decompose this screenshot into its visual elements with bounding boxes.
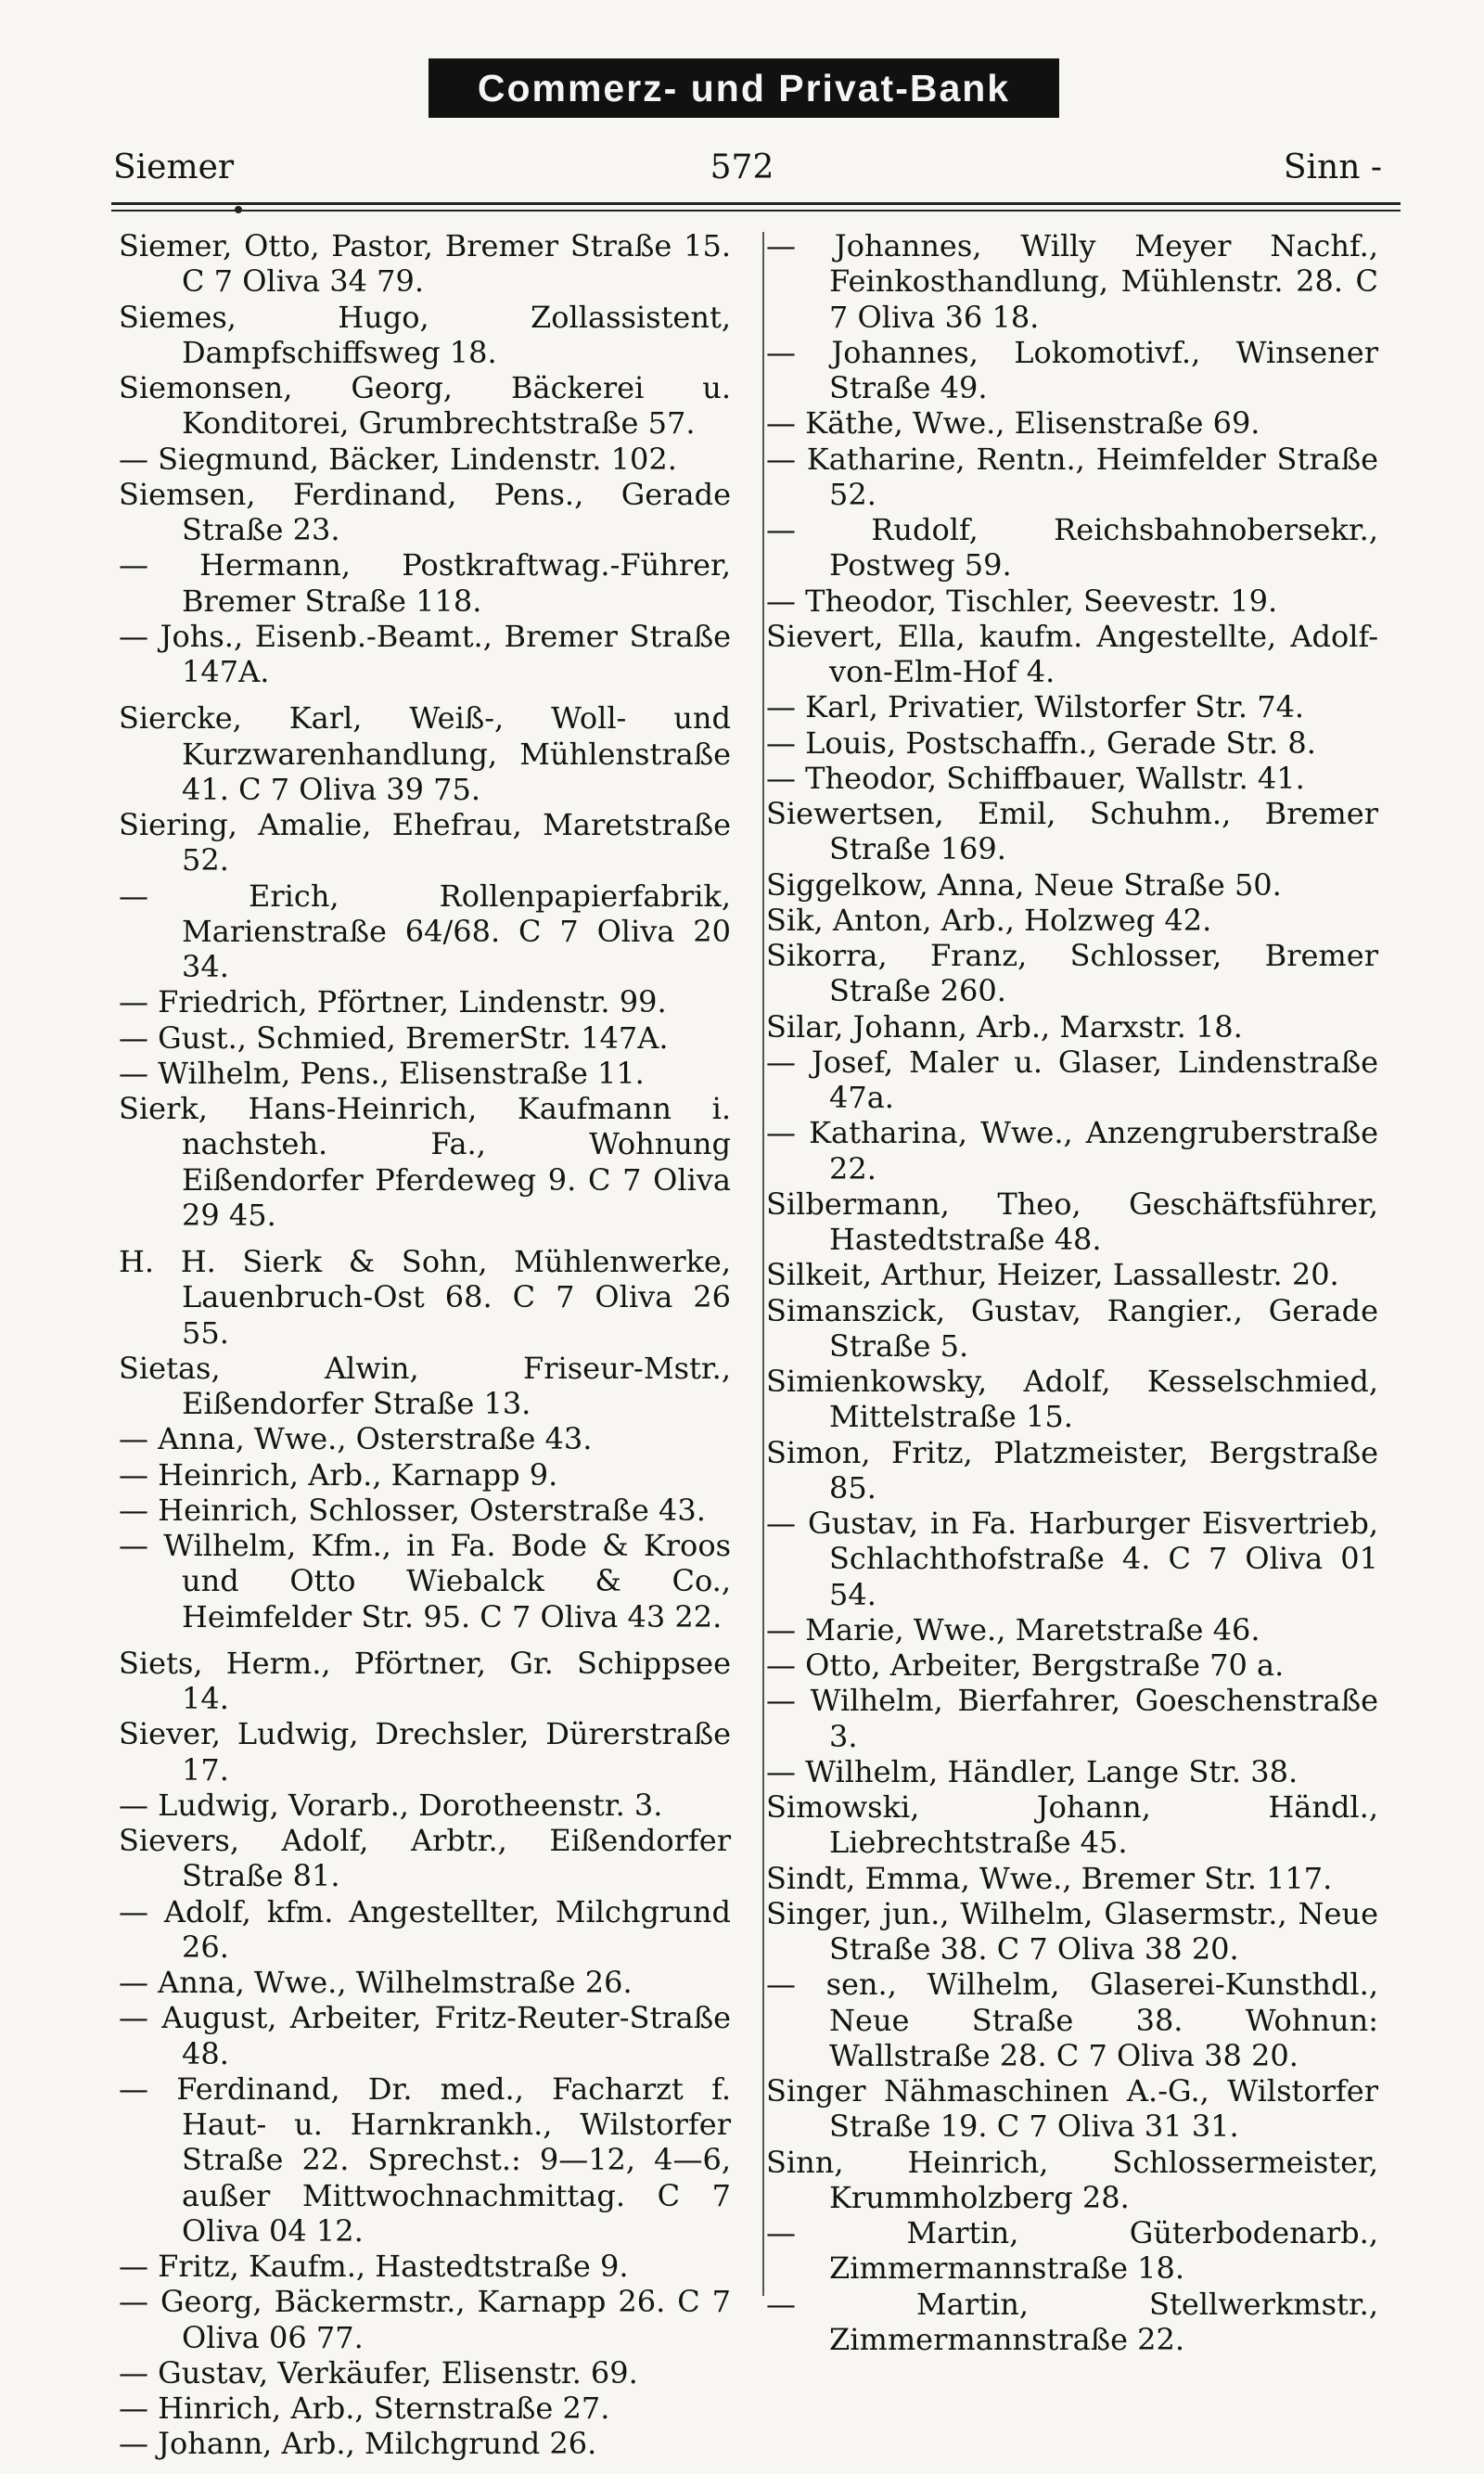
directory-entry: — Gustav, in Fa. Harburger Eisvertrieb, Schlachthofstraße 4. C 7 Oliva 01 54. bbox=[766, 1506, 1378, 1612]
directory-entry: — Louis, Postschaffn., Gerade Str. 8. bbox=[766, 724, 1316, 761]
directory-entry: — Gust., Schmied, BremerStr. 147A. bbox=[119, 1019, 669, 1056]
directory-entry: — Ferdinand, Dr. med., Facharzt f. Haut- u. Harnkrankh., Wilstorfer Straße 22. Sprechst.: 9—12, 4—6, außer Mittwochnachmittag. C 7 Oliva 04 12. bbox=[119, 2070, 731, 2249]
directory-entry: — Gustav, Verkäufer, Elisenstr. 69. bbox=[119, 2354, 638, 2391]
directory-entry: Sikorra, Franz, Schlosser, Bremer Straße 260. bbox=[766, 938, 1378, 1009]
directory-entry: Siemes, Hugo, Zollassistent, Dampfschiffsweg 18. bbox=[119, 299, 731, 370]
directory-entry: H. H. Sierk & Sohn, Mühlenwerke, Lauenbruch-Ost 68. C 7 Oliva 26 55. bbox=[119, 1244, 731, 1351]
directory-entry: Singer, jun., Wilhelm, Glasermstr., Neue Straße 38. C 7 Oliva 38 20. bbox=[766, 1895, 1378, 1967]
directory-entry: Siemonsen, Georg, Bäckerei u. Konditorei, Grumbrechtstraße 57. bbox=[119, 370, 731, 442]
directory-entry: — Friedrich, Pförtner, Lindenstr. 99. bbox=[119, 984, 667, 1020]
directory-entry: Silar, Johann, Arb., Marxstr. 18. bbox=[766, 1008, 1243, 1045]
directory-entry: Silbermann, Theo, Geschäftsführer, Hastedtstraße 48. bbox=[766, 1186, 1378, 1257]
directory-entry: Sietas, Alwin, Friseur-Mstr., Eißendorfer Straße 13. bbox=[119, 1350, 731, 1421]
directory-entry: Siering, Amalie, Ehefrau, Maretstraße 52. bbox=[119, 807, 731, 878]
directory-entry: — Otto, Arbeiter, Bergstraße 70 a. bbox=[766, 1647, 1285, 1683]
directory-entry: Sinn, Heinrich, Schlossermeister, Krummholzberg 28. bbox=[766, 2144, 1378, 2215]
directory-entry: Siggelkow, Anna, Neue Straße 50. bbox=[766, 866, 1282, 903]
rule-dot bbox=[235, 206, 242, 213]
directory-entry: — Katharina, Wwe., Anzengruberstraße 22. bbox=[766, 1115, 1378, 1186]
directory-entry: — Johs., Eisenb.-Beamt., Bremer Straße 147A. bbox=[119, 618, 731, 689]
directory-entry: Simienkowsky, Adolf, Kesselschmied, Mittelstraße 15. bbox=[766, 1364, 1378, 1435]
directory-entry: — Heinrich, Schlosser, Osterstraße 43. bbox=[119, 1492, 706, 1528]
running-head-first-entry: Siemer bbox=[113, 148, 235, 186]
directory-entry: — Siegmund, Bäcker, Lindenstr. 102. bbox=[119, 441, 677, 477]
directory-entry: Siemsen, Ferdinand, Pens., Gerade Straße 23. bbox=[119, 476, 731, 547]
directory-entry: — Heinrich, Arb., Karnapp 9. bbox=[119, 1456, 558, 1493]
header-rule bbox=[111, 202, 1401, 205]
directory-entry: — Johannes, Lokomotivf., Winsener Straße 49. bbox=[766, 334, 1378, 405]
directory-column-left bbox=[119, 228, 731, 2462]
directory-entry: — Adolf, kfm. Angestellter, Milchgrund 26. bbox=[119, 1893, 731, 1965]
directory-entry: — Katharine, Rentn., Heimfelder Straße 52. bbox=[766, 441, 1378, 512]
directory-entry: — Martin, Güterbodenarb., Zimmermannstraße 18. bbox=[766, 2215, 1378, 2287]
directory-entry: Siewertsen, Emil, Schuhm., Bremer Straße 169. bbox=[766, 796, 1378, 867]
directory-entry: — August, Arbeiter, Fritz-Reuter-Straße 48. bbox=[119, 2000, 731, 2071]
page-number: 572 bbox=[710, 148, 774, 186]
directory-entry: Sievert, Ella, kaufm. Angestellte, Adolf-von-Elm-Hof 4. bbox=[766, 618, 1378, 689]
directory-entry: — Martin, Stellwerkmstr., Zimmermannstraße 22. bbox=[766, 2286, 1378, 2357]
directory-entry: Siever, Ludwig, Drechsler, Dürerstraße 17. bbox=[119, 1716, 731, 1788]
directory-entry: — Karl, Privatier, Wilstorfer Str. 74. bbox=[766, 689, 1305, 725]
directory-entry: — Käthe, Wwe., Elisenstraße 69. bbox=[766, 405, 1260, 442]
directory-entry: Simon, Fritz, Platzmeister, Bergstraße 85. bbox=[766, 1434, 1378, 1506]
directory-entry: Siemer, Otto, Pastor, Bremer Straße 15. C 7 Oliva 34 79. bbox=[119, 228, 731, 300]
directory-entry: — Erich, Rollenpapierfabrik, Marienstraße 64/68. C 7 Oliva 20 34. bbox=[119, 878, 731, 984]
directory-entry: — Anna, Wwe., Wilhelmstraße 26. bbox=[119, 1965, 633, 2000]
directory-entry: — sen., Wilhelm, Glaserei-Kunsthdl., Neue Straße 38. Wohnun: Wallstraße 28. C 7 Oliva 38 20. bbox=[766, 1967, 1378, 2073]
directory-entry: — Theodor, Tischler, Seevestr. 19. bbox=[766, 583, 1278, 619]
directory-entry: — Hinrich, Arb., Sternstraße 27. bbox=[119, 2391, 610, 2426]
running-head-last-entry: Sinn - bbox=[1283, 148, 1382, 186]
directory-entry: — Wilhelm, Bierfahrer, Goeschenstraße 3. bbox=[766, 1683, 1378, 1754]
directory-entry: — Johannes, Willy Meyer Nachf., Feinkosthandlung, Mühlenstr. 28. C 7 Oliva 36 18. bbox=[766, 228, 1378, 335]
directory-entry: Siercke, Karl, Weiß-, Woll- und Kurzwarenhandlung, Mühlenstraße 41. C 7 Oliva 39 75. bbox=[119, 700, 731, 807]
directory-entry: Simanszick, Gustav, Rangier., Gerade Straße 5. bbox=[766, 1292, 1378, 1364]
directory-entry: — Fritz, Kaufm., Hastedtstraße 9. bbox=[119, 2249, 629, 2284]
directory-entry: — Johann, Arb., Milchgrund 26. bbox=[119, 2426, 597, 2462]
directory-entry: — Ludwig, Vorarb., Dorotheenstr. 3. bbox=[119, 1787, 663, 1823]
directory-entry: — Marie, Wwe., Maretstraße 46. bbox=[766, 1611, 1260, 1647]
directory-entry: — Georg, Bäckermstr., Karnapp 26. C 7 Oliva 06 77. bbox=[119, 2284, 731, 2355]
directory-entry: — Theodor, Schiffbauer, Wallstr. 41. bbox=[766, 760, 1305, 796]
directory-entry: Siets, Herm., Pförtner, Gr. Schippsee 14. bbox=[119, 1645, 731, 1716]
bank-advertisement-banner: Commerz- und Privat-Bank bbox=[429, 58, 1059, 118]
header-rule-thin bbox=[111, 210, 1401, 212]
column-divider bbox=[762, 232, 764, 2296]
directory-entry: — Wilhelm, Händler, Lange Str. 38. bbox=[766, 1753, 1298, 1789]
directory-entry: — Hermann, Postkraftwag.-Führer, Bremer Straße 118. bbox=[119, 547, 731, 619]
directory-entry: — Josef, Maler u. Glaser, Lindenstraße 47a. bbox=[766, 1044, 1378, 1115]
directory-entry: Sindt, Emma, Wwe., Bremer Str. 117. bbox=[766, 1860, 1333, 1896]
directory-entry: Singer Nähmaschinen A.-G., Wilstorfer Straße 19. C 7 Oliva 31 31. bbox=[766, 2073, 1378, 2145]
directory-entry: Simowski, Johann, Händl., Liebrechtstraße 45. bbox=[766, 1789, 1378, 1861]
directory-entry: — Anna, Wwe., Osterstraße 43. bbox=[119, 1421, 593, 1457]
directory-entry: — Wilhelm, Kfm., in Fa. Bode & Kroos und Otto Wiebalck & Co., Heimfelder Str. 95. C 7 Oliva 43 22. bbox=[119, 1528, 731, 1634]
directory-entry: — Wilhelm, Pens., Elisenstraße 11. bbox=[119, 1055, 645, 1091]
directory-entry: Silkeit, Arthur, Heizer, Lassallestr. 20. bbox=[766, 1257, 1339, 1293]
directory-entry: Sievers, Adolf, Arbtr., Eißendorfer Straße 81. bbox=[119, 1823, 731, 1894]
directory-column-right bbox=[766, 228, 1378, 2357]
directory-entry: — Rudolf, Reichsbahnobersekr., Postweg 59. bbox=[766, 512, 1378, 583]
directory-entry: Sik, Anton, Arb., Holzweg 42. bbox=[766, 902, 1212, 938]
directory-entry: Sierk, Hans-Heinrich, Kaufmann i. nachsteh. Fa., Wohnung Eißendorfer Pferdeweg 9. C 7 Oliva 29 45. bbox=[119, 1091, 731, 1233]
